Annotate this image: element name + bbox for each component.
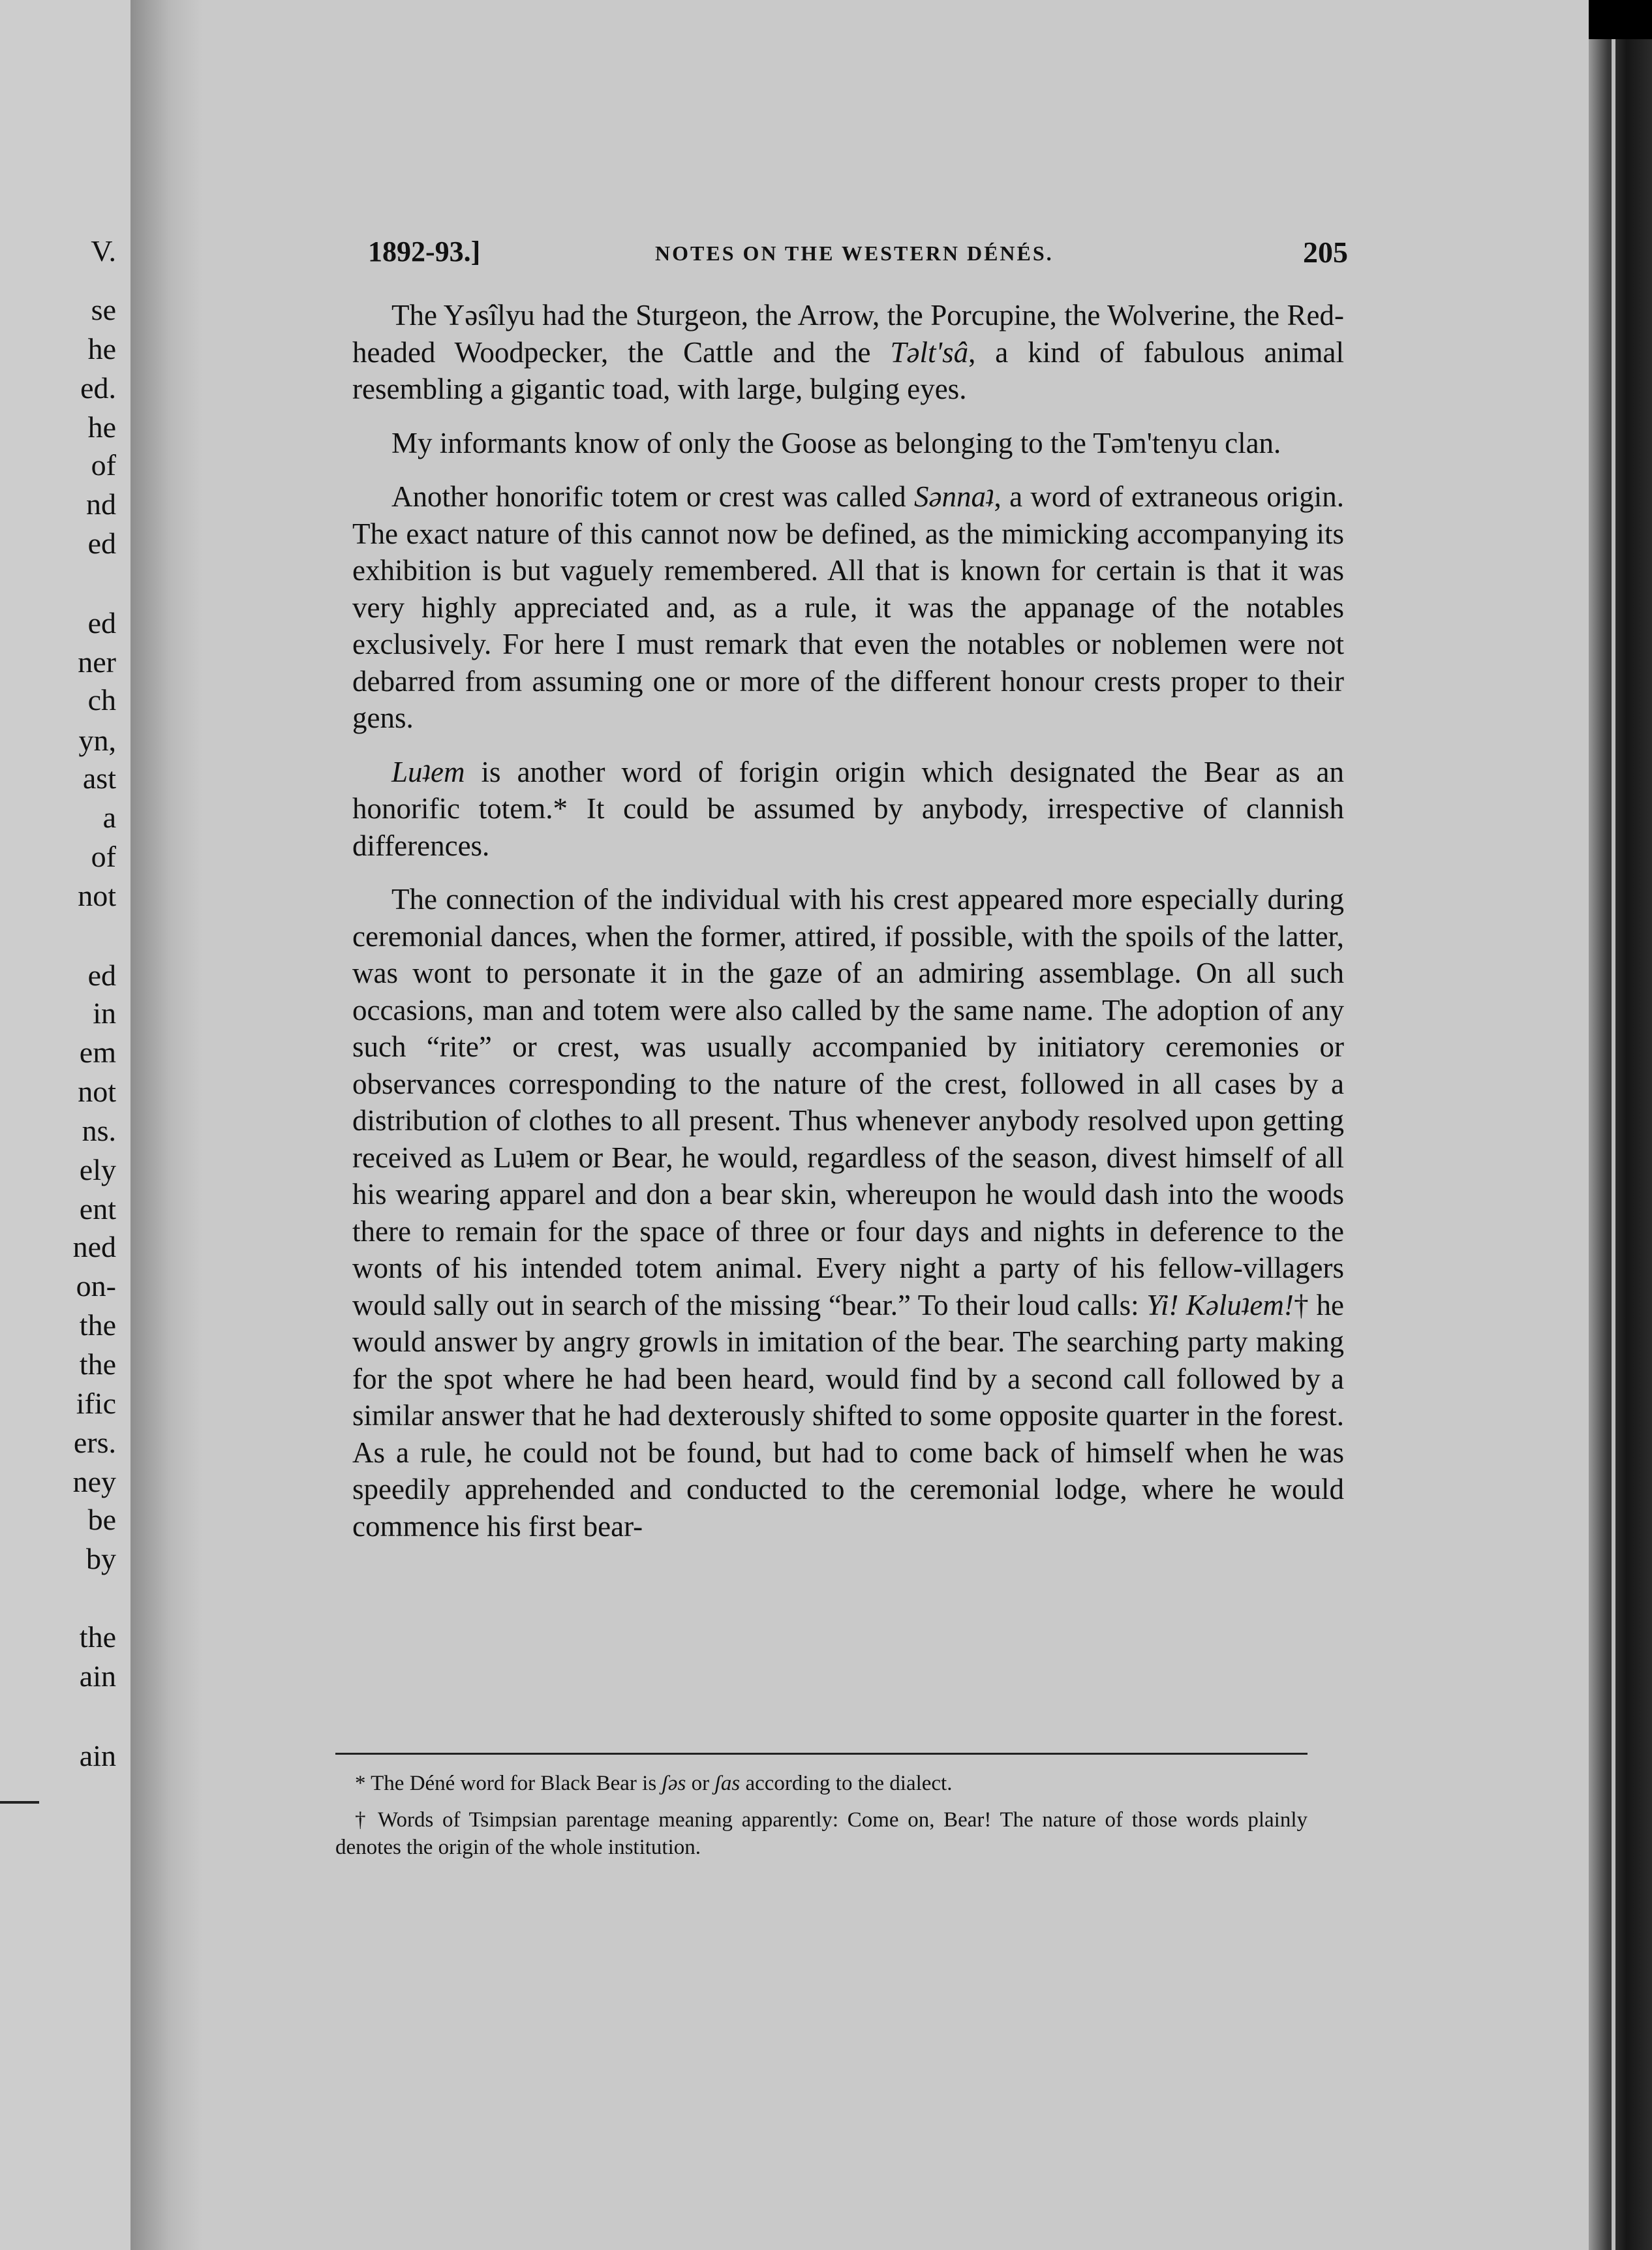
footnote-run: * The Déné word for Black Bear is (355, 1772, 662, 1795)
left-page-text-fragment: not (78, 879, 116, 912)
left-page-text-fragment: yn, (78, 724, 116, 757)
footnote (335, 1806, 1308, 1861)
paragraph-run: , a word of extraneous origin. The exact nature of this cannot now be defined, as the mimicking accompanying its exhibition is but vaguely remembered. All that is known for certain is that it was very highly appreciated and, as a rule, it was the appanage of the notables exclusively. For here I must remark that even the notables or noblemen were not debarred from assuming one or more of the different honour crests proper to their gens. (352, 480, 1344, 734)
footnotes (335, 1770, 1308, 1870)
footnote-run: or (686, 1772, 715, 1795)
left-page-text-fragment: be (87, 1503, 116, 1536)
left-page-rule (0, 1801, 39, 1804)
header-folio: 1892-93.] (368, 236, 481, 268)
paragraph-run: Luʇem (391, 755, 465, 788)
paragraph-run: The Yəsîlyu had the Sturgeon, the Arrow, the Porcupine, the Wolverine, the Red-headed Woodpecker, the Cattle and the (352, 299, 1344, 369)
paragraph-run: is another word of forigin origin which designated the Bear as an honorific totem.* It could be assumed by anybody, irrespective of clannish differences. (352, 755, 1344, 862)
left-page-text-fragment: the (79, 1620, 116, 1654)
left-page-text-fragment: ed (87, 959, 116, 992)
left-page-text-fragment: nd (86, 487, 116, 521)
paragraph-run: † he would answer by angry growls in imitation of the bear. The searching party making for the spot where he had been heard, would find by a second call followed by a similar answer that he had dexterously shifted to some opposite quarter in the forest. As a rule, he could not be found, but had to come back of himself when he was speedily apprehended and conducted to the ceremonial lodge, where he would commence his first bear- (352, 1288, 1345, 1543)
left-page-text-fragment: the (79, 1348, 116, 1381)
paragraph-run: Another honorific totem or crest was called (391, 480, 915, 513)
body-text (352, 297, 1344, 1562)
left-page-text-fragment: ely (79, 1153, 116, 1186)
left-page-text-fragment: in (93, 996, 116, 1030)
left-page-text-fragment: ned (72, 1230, 116, 1263)
footnote-run: † Words of Tsimpsian parentage meaning apparently: Come on, Bear! The nature of those words plainly denotes the origin of the whole institution. (335, 1808, 1308, 1859)
running-title: NOTES ON THE WESTERN DÉNÉS. (655, 241, 1054, 265)
paragraph-run: My informants know of only the Goose as belonging to the Təm'tenyu clan. (391, 426, 1281, 459)
footnote-rule (335, 1753, 1308, 1755)
book-edge-line (1612, 39, 1615, 2250)
left-page-text-fragment: se (91, 293, 116, 326)
left-page-text-fragment: ain (79, 1739, 116, 1772)
left-page-text-fragment: of (91, 840, 116, 873)
paragraph (352, 297, 1344, 408)
left-page-text-fragment: ain (79, 1659, 116, 1693)
left-page-text-fragment: he (87, 332, 116, 365)
paragraph-run: The connection of the individual with his crest appeared more especially during ceremonial dances, when the former, attired, if possible, with the spoils of the latter, was wont to personate it in the gaze of an admiring assemblage. On all such occasions, man and totem were also called by the same name. The adoption of any such “rite” or crest, was usually accompanied by initiatory ceremonies or observances corresponding to the nature of the crest, followed in all cases by a distribution of clothes to all present. Thus whenever anybody resolved upon getting received as Luʇem or Bear, he would, regardless of the season, divest himself of all his wearing apparel and don a bear skin, whereupon he would dash into the woods there to remain for the space of three or four days and nights in deference to the wonts of his intended totem animal. Every night a party of his fellow-villagers would sally out in search of the missing “bear.” To their loud calls: (352, 883, 1344, 1321)
paragraph-run: Sənnaʇ (914, 480, 994, 513)
left-page-text-fragment: ers. (73, 1426, 116, 1459)
footnote-run: according to the dialect. (740, 1772, 953, 1795)
paragraph (352, 478, 1344, 737)
page-header (368, 227, 1348, 279)
paragraph (352, 881, 1344, 1545)
paragraph (352, 754, 1344, 865)
left-page-text-fragment: ner (78, 645, 116, 679)
left-page-text-fragment: ific (76, 1387, 116, 1420)
left-page-text-fragment: he (87, 410, 116, 444)
paragraph-run: Təlt'sâ (890, 335, 969, 369)
footnote (335, 1770, 1308, 1797)
left-page-text-fragment: on- (76, 1269, 116, 1302)
page-number: 205 (1303, 236, 1348, 269)
left-page-text-fragment: ney (72, 1465, 116, 1498)
left-page-text-fragment: ast (82, 762, 116, 795)
left-page-text-fragment: of (91, 448, 116, 482)
left-page-text-fragment: the (79, 1308, 116, 1342)
paragraph-run: , a kind of fabulous animal resembling a gigantic toad, with large, bulging eyes. (352, 335, 1344, 405)
footnote-run: ʃas (714, 1772, 741, 1795)
book-edge (1589, 39, 1652, 2250)
left-page-text-fragment: by (86, 1542, 116, 1575)
left-page-text-fragment: ed. (80, 371, 116, 405)
left-page-text-fragment: ns. (82, 1114, 116, 1147)
left-page-text-fragment: V. (91, 234, 116, 268)
left-page-text-fragment: a (102, 801, 116, 834)
left-page-text-fragment: not (78, 1075, 116, 1108)
left-page-text-fragment: em (79, 1036, 116, 1069)
footnote-run: ʃəs (662, 1772, 686, 1795)
paragraph-run: Yi! Kəluʇem! (1146, 1288, 1294, 1321)
left-page-fragment (0, 0, 130, 2250)
paragraph (352, 425, 1344, 462)
left-page-text-fragment: ent (79, 1192, 116, 1225)
page-gutter (130, 0, 202, 2250)
left-page-text-fragment: ed (87, 606, 116, 640)
left-page-text-fragment: ed (87, 527, 116, 560)
left-page-text-fragment: ch (87, 683, 116, 717)
